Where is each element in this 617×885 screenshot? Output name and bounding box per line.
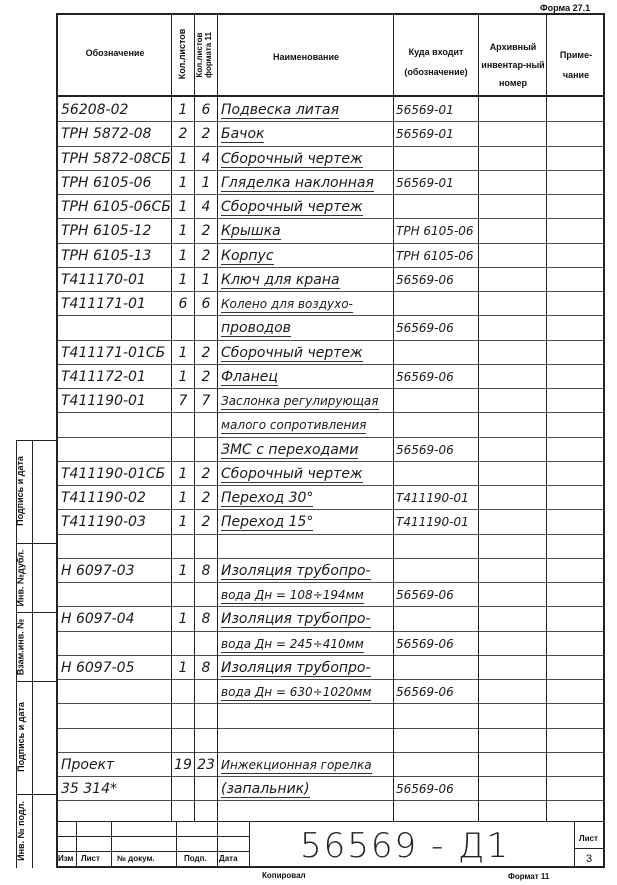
cell-where: 56569-06 xyxy=(396,782,454,796)
cell-where: 56569-01 xyxy=(396,103,454,117)
tb-doc: № докум. xyxy=(117,854,155,863)
cell-where: 56569-06 xyxy=(396,443,454,457)
cell-name: Колено для воздухо- xyxy=(221,297,353,311)
cell-format11: 2 xyxy=(201,466,211,482)
cell-format11: 4 xyxy=(201,199,211,215)
cell-format11: 2 xyxy=(201,369,211,385)
cell-where: 56569-06 xyxy=(396,273,454,287)
cell-name: Крышка xyxy=(221,223,281,239)
cell-designation: Т411171-01СБ xyxy=(61,345,166,361)
cell-format11: 8 xyxy=(201,611,211,627)
cell-name: Изоляция трубопро- xyxy=(221,563,371,579)
tb-sheet-sep xyxy=(574,848,605,849)
row-divider xyxy=(56,606,605,607)
form-label: Форма 27.1 xyxy=(540,3,591,13)
row-divider xyxy=(56,752,605,753)
cell-format11: 6 xyxy=(201,102,211,118)
cell-designation: ТРН 6105-06СБ xyxy=(61,199,171,215)
cell-designation: Н 6097-05 xyxy=(61,660,135,676)
cell-sheets: 1 xyxy=(178,466,188,482)
cell-sheets: 1 xyxy=(178,272,188,288)
cell-designation: 35 314* xyxy=(61,781,117,797)
footer-copied: Копировал xyxy=(262,871,306,880)
cell-designation: Т411171-01 xyxy=(61,296,146,312)
row-divider xyxy=(56,146,605,147)
cell-name: Фланец xyxy=(221,369,278,385)
row-divider xyxy=(56,121,605,122)
col-line-2 xyxy=(194,13,195,821)
cell-where: 56569-06 xyxy=(396,637,454,651)
row-divider xyxy=(56,728,605,729)
cell-sheets: 1 xyxy=(178,514,188,530)
side-sep-0 xyxy=(16,440,56,441)
cell-designation: Н 6097-03 xyxy=(61,563,135,579)
cell-designation: 56208-02 xyxy=(61,102,129,118)
cell-format11: 2 xyxy=(201,223,211,239)
side-label-signature-bottom: Подпись и дата xyxy=(16,702,26,772)
cell-name: вода Дн = 630÷1020мм xyxy=(221,685,372,699)
frame-top xyxy=(56,13,605,15)
col-line-4 xyxy=(393,13,394,821)
row-divider xyxy=(56,267,605,268)
cell-where: 56569-06 xyxy=(396,370,454,384)
row-divider xyxy=(56,170,605,171)
footer-format: Формат 11 xyxy=(508,872,550,881)
tb-col-2 xyxy=(111,821,112,868)
cell-sheets: 1 xyxy=(178,223,188,239)
frame-left xyxy=(56,13,58,868)
cell-designation: Н 6097-04 xyxy=(61,611,135,627)
row-divider xyxy=(56,243,605,244)
side-label-replace-inv: Взам.инв. № xyxy=(15,618,26,676)
col-line-5 xyxy=(478,13,479,821)
cell-name: (запальник) xyxy=(221,781,310,797)
tb-col-3 xyxy=(176,821,177,868)
row-divider xyxy=(56,800,605,801)
row-divider xyxy=(56,388,605,389)
cell-sheets: 1 xyxy=(178,175,188,191)
side-label-inv-orig: Инв. № подл. xyxy=(16,801,26,861)
side-strip-inner xyxy=(32,440,33,868)
cell-sheets: 1 xyxy=(178,563,188,579)
cell-format11: 23 xyxy=(197,757,215,773)
cell-sheets: 2 xyxy=(178,126,188,142)
cell-where: ТРН 6105-06 xyxy=(396,224,474,238)
cell-where: 56569-06 xyxy=(396,321,454,335)
col-line-3 xyxy=(217,13,218,821)
row-divider xyxy=(56,412,605,413)
row-divider xyxy=(56,340,605,341)
cell-format11: 1 xyxy=(201,175,211,191)
row-divider xyxy=(56,485,605,486)
header-format11: Кол.листов формата 11 xyxy=(195,32,213,78)
cell-where: 56569-06 xyxy=(396,685,454,699)
row-divider xyxy=(56,558,605,559)
cell-sheets: 1 xyxy=(178,102,188,118)
cell-format11: 2 xyxy=(201,345,211,361)
row-divider xyxy=(56,582,605,583)
row-divider xyxy=(56,437,605,438)
cell-name: Бачок xyxy=(221,126,265,142)
cell-designation: ТРН 6105-12 xyxy=(61,223,152,239)
cell-sheets: 6 xyxy=(178,296,188,312)
row-divider xyxy=(56,194,605,195)
col-line-1 xyxy=(171,13,172,821)
cell-name: Сборочный чертеж xyxy=(221,199,363,215)
cell-name: Изоляция трубопро- xyxy=(221,611,371,627)
cell-format11: 7 xyxy=(201,393,211,409)
cell-name: Сборочный чертеж xyxy=(221,345,363,361)
cell-name: Инжекционная горелка xyxy=(221,758,372,772)
cell-format11: 8 xyxy=(201,660,211,676)
tb-col-5 xyxy=(249,821,250,868)
cell-designation: Т411172-01 xyxy=(61,369,146,385)
tb-col-4 xyxy=(217,821,218,868)
cell-name: ЗМС с переходами xyxy=(221,442,359,458)
header-where-used: Куда входит (обозначение) xyxy=(404,47,468,77)
cell-sheets: 1 xyxy=(178,490,188,506)
cell-where: Т411190-01 xyxy=(396,515,469,529)
cell-designation: ТРН 5872-08 xyxy=(61,126,152,142)
cell-sheets: 19 xyxy=(174,757,192,773)
tb-row-2 xyxy=(56,851,249,852)
row-divider xyxy=(56,631,605,632)
cell-designation: Т411170-01 xyxy=(61,272,146,288)
cell-sheets: 1 xyxy=(178,345,188,361)
cell-designation: ТРН 6105-13 xyxy=(61,248,152,264)
row-divider xyxy=(56,703,605,704)
header-notes: Приме-чание xyxy=(559,50,593,80)
tb-izm: Изм xyxy=(58,854,74,863)
cell-designation: Т411190-02 xyxy=(61,490,146,506)
cell-sheets: 1 xyxy=(178,611,188,627)
cell-name: вода Дн = 245÷410мм xyxy=(221,637,364,651)
cell-sheets: 7 xyxy=(178,393,188,409)
cell-where: 56569-06 xyxy=(396,588,454,602)
cell-sheets: 1 xyxy=(178,369,188,385)
cell-name: малого сопротивления xyxy=(221,418,367,432)
cell-where: 56569-01 xyxy=(396,176,454,190)
tb-sign: Подп. xyxy=(184,854,207,863)
title-block-top xyxy=(56,821,605,822)
cell-sheets: 1 xyxy=(178,660,188,676)
cell-name: Заслонка регулирующая xyxy=(221,394,379,408)
cell-where: ТРН 6105-06 xyxy=(396,249,474,263)
row-divider xyxy=(56,461,605,462)
tb-col-1 xyxy=(76,821,77,868)
cell-format11: 6 xyxy=(201,296,211,312)
header-bottom-line xyxy=(56,95,605,97)
cell-designation: Т411190-03 xyxy=(61,514,146,530)
cell-where: Т411190-01 xyxy=(396,491,469,505)
side-label-inv-dup: Инв. №дубл. xyxy=(15,549,26,607)
row-divider xyxy=(56,534,605,535)
header-designation: Обозначение xyxy=(85,48,145,58)
cell-format11: 2 xyxy=(201,514,211,530)
cell-format11: 8 xyxy=(201,563,211,579)
cell-sheets: 1 xyxy=(178,151,188,167)
cell-name: Подвеска литая xyxy=(221,102,340,118)
cell-name: Переход 15° xyxy=(221,514,314,530)
header-archive: Архивный инвентар-ный номер xyxy=(481,42,545,88)
tb-date: Дата xyxy=(219,854,238,863)
cell-designation: Проект xyxy=(61,757,115,773)
cell-sheets: 1 xyxy=(178,199,188,215)
frame-bottom xyxy=(56,866,605,868)
cell-format11: 2 xyxy=(201,126,211,142)
cell-format11: 2 xyxy=(201,248,211,264)
row-divider xyxy=(56,218,605,219)
header-name: Наименование xyxy=(272,52,340,62)
cell-format11: 1 xyxy=(201,272,211,288)
cell-name: Переход 30° xyxy=(221,490,314,506)
tb-list: Лист xyxy=(81,854,100,863)
cell-name: Ключ для крана xyxy=(221,272,340,288)
cell-name: вода Дн = 108÷194мм xyxy=(221,588,364,602)
side-label-signature-top: Подпись и дата xyxy=(15,456,25,526)
col-line-6 xyxy=(546,13,547,821)
cell-designation: Т411190-01 xyxy=(61,393,146,409)
doc-code: 56569 - Д1 xyxy=(300,826,511,866)
row-divider xyxy=(56,776,605,777)
tb-sheet-number: 3 xyxy=(586,853,593,865)
cell-sheets: 1 xyxy=(178,248,188,264)
cell-designation: ТРН 5872-08СБ xyxy=(61,151,171,167)
row-divider xyxy=(56,509,605,510)
cell-name: Сборочный чертеж xyxy=(221,151,363,167)
cell-where: 56569-01 xyxy=(396,127,454,141)
cell-name: Корпус xyxy=(221,248,274,264)
cell-format11: 4 xyxy=(201,151,211,167)
tb-col-6 xyxy=(574,821,575,868)
tb-sheet-label: Лист xyxy=(579,834,598,843)
row-divider xyxy=(56,291,605,292)
cell-name: Изоляция трубопро- xyxy=(221,660,371,676)
frame-right xyxy=(603,13,605,868)
row-divider xyxy=(56,679,605,680)
cell-format11: 2 xyxy=(201,490,211,506)
row-divider xyxy=(56,315,605,316)
header-sheets: Кол.листов xyxy=(177,28,187,80)
row-divider xyxy=(56,655,605,656)
cell-name: проводов xyxy=(221,320,291,336)
cell-name: Сборочный чертеж xyxy=(221,466,363,482)
cell-name: Гляделка наклонная xyxy=(221,175,374,191)
tb-row-1 xyxy=(56,836,249,837)
cell-designation: Т411190-01СБ xyxy=(61,466,166,482)
cell-designation: ТРН 6105-06 xyxy=(61,175,152,191)
row-divider xyxy=(56,364,605,365)
